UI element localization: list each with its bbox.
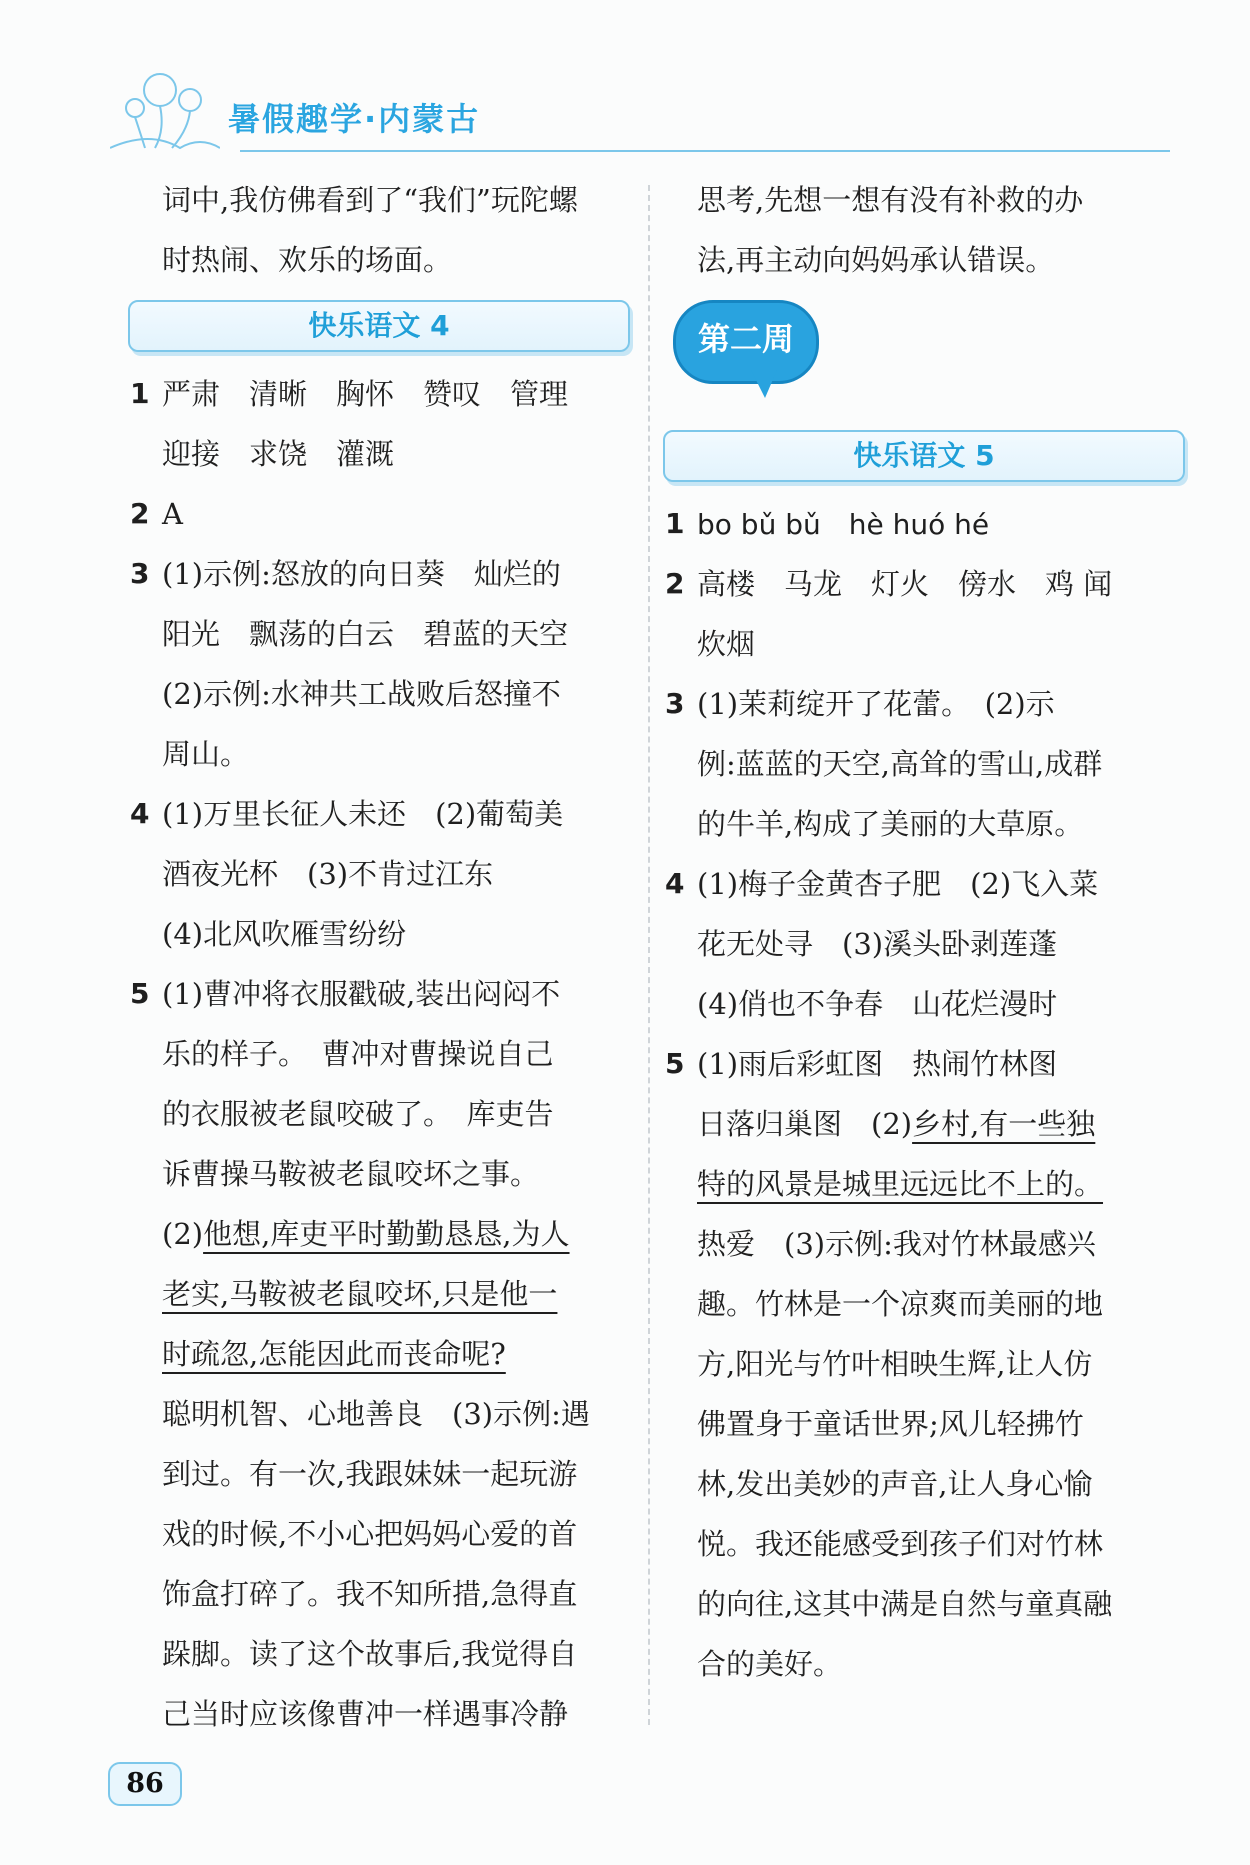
answer-text: 花无处寻 (3)溪头卧剥莲蓬 (697, 927, 1058, 961)
answer-text: 悦。我还能感受到孩子们对竹林 (697, 1527, 1104, 1561)
section-title: 快乐语文 4 (128, 300, 630, 352)
answer-text: (1)示例:怒放的向日葵 灿烂的 (162, 557, 561, 591)
answer-text: 高楼 马龙 灯火 傍水 鸡 闻 (697, 567, 1113, 601)
question-number: 1 (130, 377, 150, 410)
answer-text: 饰盒打碎了。我不知所措,急得直 (162, 1577, 578, 1611)
text-line: 时热闹、欢乐的场面。 (162, 243, 453, 277)
answer-text: (4)俏也不争春 山花烂漫时 (697, 987, 1058, 1021)
page-number: 86 (108, 1762, 182, 1806)
answer-text: 例:蓝蓝的天空,高耸的雪山,成群 (697, 747, 1103, 781)
answer-text: 迎接 求饶 灌溉 (162, 437, 395, 471)
answer-text (665, 1094, 1185, 1154)
text-line: 法,再主动向妈妈承认错误。 (697, 243, 1055, 277)
underlined-answer: 时疏忽,怎能因此而丧命呢? (162, 1337, 506, 1371)
answer-text: 到过。有一次,我跟妹妹一起玩游 (162, 1457, 578, 1491)
question-number: 3 (665, 687, 685, 720)
question-number: 5 (665, 1047, 685, 1080)
answer-text: 方,阳光与竹叶相映生辉,让人仿 (697, 1347, 1093, 1381)
question-number: 1 (665, 507, 685, 540)
question-number: 4 (130, 797, 150, 830)
answer-3 (665, 674, 1185, 734)
page-header (110, 60, 1170, 160)
answer-text: 己当时应该像曹冲一样遇事冷静 (162, 1697, 569, 1731)
answer-text: 林,发出美妙的声音,让人身心愉 (697, 1467, 1093, 1501)
answer-text: (1)梅子金黄杏子肥 (2)飞入菜 (697, 867, 1099, 901)
answer-text: (1)雨后彩虹图 热闹竹林图 (697, 1047, 1058, 1081)
answer-5 (665, 1034, 1185, 1094)
section-title: 快乐语文 5 (663, 430, 1185, 482)
answer-text: (1)茉莉绽开了花蕾。 (2)示 (697, 687, 1055, 721)
answer-text (130, 1324, 630, 1384)
answer-5 (130, 964, 630, 1024)
answer-1 (130, 364, 630, 424)
answer-1 (665, 494, 1185, 554)
right-column (665, 170, 1185, 1694)
answer-text: 的向往,这其中满是自然与童真融 (697, 1587, 1113, 1621)
underlined-answer: 乡村,有一些独 (912, 1107, 1096, 1141)
text-line: 词中,我仿佛看到了“我们”玩陀螺 (162, 183, 578, 217)
answer-text: 的牛羊,构成了美丽的大草原。 (697, 807, 1084, 841)
answer-text (130, 1264, 630, 1324)
answer-text: (2)示例:水神共工战败后怒撞不 (162, 677, 561, 711)
answer-text: 周山。 (162, 737, 250, 771)
answer-text: 聪明机智、心地善良 (3)示例:遇 (162, 1397, 590, 1431)
answer-text: 诉曹操马鞍被老鼠咬坏之事。 (162, 1157, 540, 1191)
answer-prefix: (2) (162, 1217, 204, 1251)
answer-prefix: 日落归巢图 (2) (697, 1107, 913, 1141)
week-badge (665, 290, 1185, 420)
answer-text: 佛置身于童话世界;风儿轻拂竹 (697, 1407, 1084, 1441)
answer-2 (130, 484, 630, 544)
answer-4 (130, 784, 630, 844)
answer-text (665, 1154, 1185, 1214)
question-number: 2 (665, 567, 685, 600)
answer-text: 阳光 飘荡的白云 碧蓝的天空 (162, 617, 569, 651)
answer-text (130, 1204, 630, 1264)
column-divider (648, 185, 650, 1725)
answer-text: 乐的样子。 曹冲对曹操说自己 (162, 1037, 554, 1071)
answer-2 (665, 554, 1185, 614)
answer-text: 戏的时候,不小心把妈妈心爱的首 (162, 1517, 578, 1551)
question-number: 4 (665, 867, 685, 900)
answer-text: 跺脚。读了这个故事后,我觉得自 (162, 1637, 578, 1671)
answer-text: A (162, 497, 183, 531)
dandelion-icon (110, 70, 220, 150)
underlined-answer: 他想,库吏平时勤勤恳恳,为人 (203, 1217, 570, 1251)
text-line: 思考,先想一想有没有补救的办 (697, 183, 1084, 217)
answer-text: (1)万里长征人未还 (2)葡萄美 (162, 797, 564, 831)
header-title: 暑假趣学·内蒙古 (228, 100, 481, 138)
answer-text: 酒夜光杯 (3)不肯过江东 (162, 857, 494, 891)
answer-text: 趣。竹林是一个凉爽而美丽的地 (697, 1287, 1104, 1321)
answer-3 (130, 544, 630, 604)
underlined-answer: 特的风景是城里远远比不上的。 (697, 1167, 1104, 1201)
answer-text: 合的美好。 (697, 1647, 843, 1681)
answer-text: 热爱 (3)示例:我对竹林最感兴 (697, 1227, 1096, 1261)
answer-text: (1)曹冲将衣服戳破,装出闷闷不 (162, 977, 561, 1011)
answer-text: (4)北风吹雁雪纷纷 (162, 917, 407, 951)
badge-label: 第二周 (697, 320, 794, 358)
question-number: 3 (130, 557, 150, 590)
header-rule (240, 150, 1170, 152)
question-number: 2 (130, 497, 150, 530)
answer-text: bo bǔ bǔ hè huó hé (697, 508, 990, 541)
answer-text: 的衣服被老鼠咬破了。 库吏告 (162, 1097, 554, 1131)
answer-4 (665, 854, 1185, 914)
answer-text: 严肃 清晰 胸怀 赞叹 管理 (162, 377, 569, 411)
underlined-answer: 老实,马鞍被老鼠咬坏,只是他一 (162, 1277, 558, 1311)
left-column (130, 170, 630, 1744)
answer-text: 炊烟 (697, 627, 756, 661)
question-number: 5 (130, 977, 150, 1010)
